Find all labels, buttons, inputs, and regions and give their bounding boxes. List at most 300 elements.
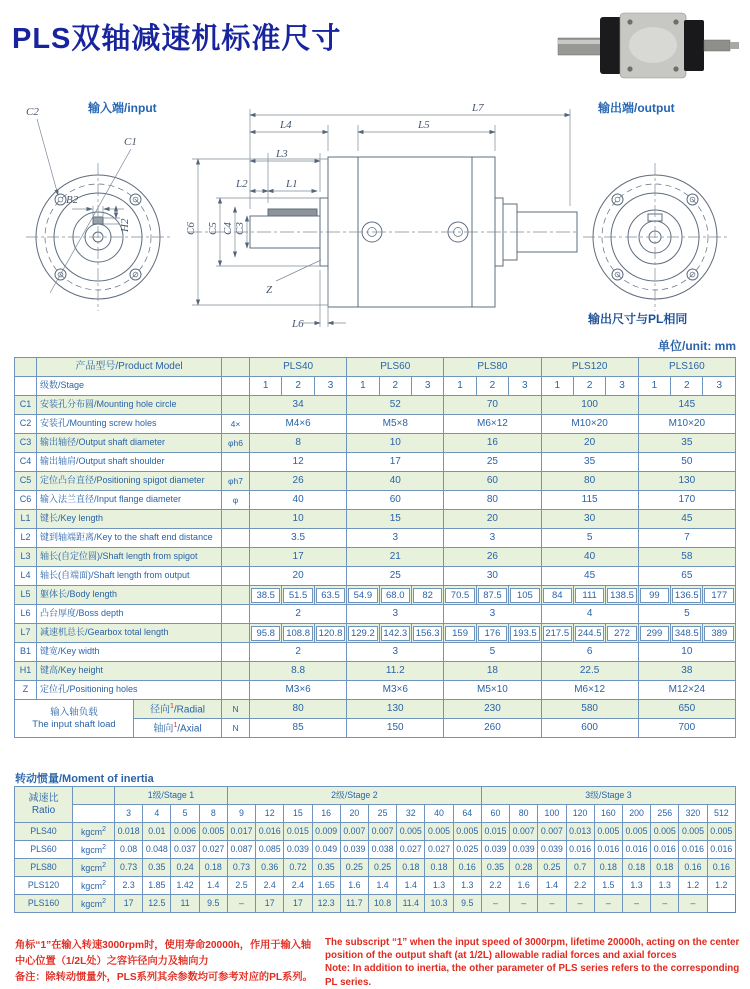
input-shaft-load-label: 输入轴负载 The input shaft load	[15, 700, 134, 738]
value-cell: 17	[347, 453, 444, 472]
table-row	[15, 681, 736, 700]
inertia-title: 转动惯量/Moment of inertia	[15, 773, 154, 785]
load-unit: N	[222, 700, 250, 719]
row-label: 安装孔/Mounting screw holes	[37, 415, 222, 434]
inertia-value: 0.016	[566, 841, 594, 859]
row-label: 键宽/Key width	[37, 643, 222, 662]
value-cell: 38.5	[250, 586, 282, 605]
row-unit	[222, 605, 250, 624]
inertia-value: 2.3	[115, 877, 143, 895]
inertia-value: 0.016	[707, 841, 735, 859]
dim-label-l4: L4	[280, 119, 292, 131]
value-cell: 45	[541, 567, 638, 586]
value-cell: 2	[250, 605, 347, 624]
value-cell: 70	[444, 396, 541, 415]
inertia-value: 0.18	[199, 859, 227, 877]
row-unit	[222, 643, 250, 662]
stage-number: 3	[411, 377, 443, 396]
stage-number: 2	[573, 377, 605, 396]
photo-right-flange	[684, 20, 704, 71]
inertia-value: 0.015	[481, 823, 509, 841]
inertia-value: 0.039	[340, 841, 368, 859]
inertia-value: 1.3	[425, 877, 453, 895]
inertia-value: 0.016	[679, 841, 707, 859]
axial-label: 轴向$^1$/Axial	[134, 719, 222, 738]
inertia-value: 0.005	[453, 823, 481, 841]
inertia-value: 1.3	[622, 877, 650, 895]
inertia-value: 0.005	[679, 823, 707, 841]
value-cell: 129.2	[347, 624, 379, 643]
value-cell: 105	[509, 586, 541, 605]
stage-number: 2	[379, 377, 411, 396]
inertia-value: 0.039	[538, 841, 566, 859]
row-unit	[222, 510, 250, 529]
row-code: C5	[15, 472, 37, 491]
page-title: PLS双轴减速机标准尺寸	[12, 23, 342, 55]
ratio-value: 64	[453, 805, 481, 823]
value-cell: 176	[476, 624, 508, 643]
inertia-value: 0.25	[368, 859, 396, 877]
inertia-value: 0.01	[143, 823, 171, 841]
value-cell: 5	[541, 529, 638, 548]
note-line: The subscript “1” when the input speed of 3000rpm, lifetime 20000h, acting on the center	[325, 937, 740, 948]
row-code: C6	[15, 491, 37, 510]
row-code: C3	[15, 434, 37, 453]
inertia-value: 0.027	[397, 841, 425, 859]
inertia-value: 0.36	[256, 859, 284, 877]
ratio-value: 320	[679, 805, 707, 823]
row-unit	[222, 586, 250, 605]
inertia-value: 11.4	[397, 895, 425, 913]
inertia-value: 11	[171, 895, 199, 913]
model-header: PLS40	[250, 358, 347, 377]
value-cell: 217.5	[541, 624, 573, 643]
ratio-value: 200	[622, 805, 650, 823]
inertia-value: 0.016	[651, 841, 679, 859]
value-cell: 3	[347, 529, 444, 548]
ratio-value: 32	[397, 805, 425, 823]
inertia-value: 1.5	[594, 877, 622, 895]
inertia-value: 0.016	[256, 823, 284, 841]
value-cell: 10	[347, 434, 444, 453]
row-label: 安装孔分布圆/Mounting hole circle	[37, 396, 222, 415]
inertia-value: 1.42	[171, 877, 199, 895]
value-cell: 30	[444, 567, 541, 586]
stage-number: 3	[314, 377, 346, 396]
value-cell: 80	[250, 700, 347, 719]
inertia-value: 0.007	[510, 823, 538, 841]
model-name: PLS80	[15, 859, 73, 877]
inertia-value: 0.007	[368, 823, 396, 841]
inertia-value: 17	[115, 895, 143, 913]
row-unit: φh6	[222, 434, 250, 453]
model-header: PLS60	[347, 358, 444, 377]
main-spec-table	[14, 357, 736, 738]
value-cell: 159	[444, 624, 476, 643]
inertia-unit: kgcm$^2$	[73, 823, 115, 841]
value-cell: M6×12	[444, 415, 541, 434]
ratio-value: 120	[566, 805, 594, 823]
value-cell: 40	[250, 491, 347, 510]
inertia-value: 9.5	[453, 895, 481, 913]
inertia-value: 11.7	[340, 895, 368, 913]
inertia-value: 0.16	[707, 859, 735, 877]
input-end-caption: 输入端/input	[88, 101, 157, 115]
inertia-value: 0.16	[679, 859, 707, 877]
value-cell: M4×6	[250, 415, 347, 434]
inertia-value: 0.005	[651, 823, 679, 841]
value-cell: 8	[250, 434, 347, 453]
value-cell: 5	[444, 643, 541, 662]
inertia-value: 0.016	[622, 841, 650, 859]
value-cell: 70.5	[444, 586, 476, 605]
inertia-value: –	[566, 895, 594, 913]
inertia-value: 0.18	[622, 859, 650, 877]
dim-label-c2: C2	[26, 106, 39, 118]
row-code: Z	[15, 681, 37, 700]
table-row	[15, 895, 736, 913]
row-unit	[222, 529, 250, 548]
dim-label-l2: L2	[236, 178, 248, 190]
row-code: H1	[15, 662, 37, 681]
ratio-value: 80	[510, 805, 538, 823]
table-row	[15, 434, 736, 453]
ratio-value: 160	[594, 805, 622, 823]
ratio-value: 512	[707, 805, 735, 823]
output-end-caption: 输出端/output	[598, 101, 675, 115]
dim-label-c3: C3	[234, 222, 246, 235]
ratio-header: 减速比 Ratio	[15, 787, 73, 823]
ratio-value: 16	[312, 805, 340, 823]
stage-number: 1	[541, 377, 573, 396]
row-label: 输出轴肩/Output shaft shoulder	[37, 453, 222, 472]
inertia-value: 1.4	[368, 877, 396, 895]
stage-number: 3	[703, 377, 736, 396]
note-chinese	[15, 938, 313, 985]
row-unit: φ	[222, 491, 250, 510]
row-unit	[222, 662, 250, 681]
inertia-value: 0.28	[510, 859, 538, 877]
value-cell: 156.3	[411, 624, 443, 643]
table-row	[15, 859, 736, 877]
inertia-value: –	[227, 895, 255, 913]
value-cell: 130	[347, 700, 444, 719]
row-label: 键到轴端距离/Key to the shaft end distance	[37, 529, 222, 548]
value-cell: 21	[347, 548, 444, 567]
stage-group-header: 3级/Stage 3	[481, 787, 735, 805]
inertia-value: 0.017	[227, 823, 255, 841]
photo-shaft-tip	[730, 42, 739, 49]
value-cell: 136.5	[671, 586, 703, 605]
inertia-value: –	[481, 895, 509, 913]
inertia-value: 0.018	[115, 823, 143, 841]
inertia-value: 1.3	[453, 877, 481, 895]
inertia-unit: kgcm$^2$	[73, 895, 115, 913]
value-cell: 68.0	[379, 586, 411, 605]
value-cell: 20	[541, 434, 638, 453]
value-cell: 26	[250, 472, 347, 491]
inertia-value: 0.18	[397, 859, 425, 877]
inertia-value: 0.039	[284, 841, 312, 859]
row-label: 轴长(自端面)/Shaft length from output	[37, 567, 222, 586]
value-cell: 7	[638, 529, 735, 548]
value-cell: 20	[250, 567, 347, 586]
value-cell: 5	[638, 605, 735, 624]
value-cell: 25	[444, 453, 541, 472]
inertia-value: 0.006	[171, 823, 199, 841]
inertia-value: 17	[256, 895, 284, 913]
side-view-drawing	[180, 95, 580, 345]
note-line: 中心位置（1/2L处）之容许径向力及轴向力	[15, 955, 209, 967]
dim-label-c1: C1	[124, 136, 137, 148]
inertia-value: 1.6	[340, 877, 368, 895]
inertia-value: 0.35	[143, 859, 171, 877]
photo-screw-icon	[627, 66, 632, 71]
ratio-value: 20	[340, 805, 368, 823]
inertia-table-body	[15, 787, 736, 913]
inertia-value: 17	[284, 895, 312, 913]
value-cell: 3	[347, 643, 444, 662]
stage-group-header: 1级/Stage 1	[115, 787, 228, 805]
stage-group-header: 2级/Stage 2	[227, 787, 481, 805]
photo-body-sheen	[629, 27, 677, 63]
inertia-value: 0.35	[312, 859, 340, 877]
row-label: 躯体长/Body length	[37, 586, 222, 605]
inertia-value: 0.039	[510, 841, 538, 859]
model-name: PLS60	[15, 841, 73, 859]
value-cell: 6	[541, 643, 638, 662]
row-label: 输出轴径/Output shaft diameter	[37, 434, 222, 453]
table-row	[15, 643, 736, 662]
inertia-value: 2.4	[284, 877, 312, 895]
inertia-value: 0.085	[256, 841, 284, 859]
inertia-value: 0.027	[425, 841, 453, 859]
unit-col-blank	[222, 358, 250, 377]
table-row	[15, 567, 736, 586]
inertia-value: 1.2	[707, 877, 735, 895]
value-cell: 150	[347, 719, 444, 738]
table-row	[15, 529, 736, 548]
value-cell: 22.5	[541, 662, 638, 681]
inertia-value: 0.048	[143, 841, 171, 859]
inertia-value: –	[510, 895, 538, 913]
table-row	[15, 624, 736, 643]
inertia-value: 1.4	[538, 877, 566, 895]
row-code: L7	[15, 624, 37, 643]
table-row	[15, 453, 736, 472]
value-cell: 3	[347, 605, 444, 624]
row-unit	[222, 624, 250, 643]
row-code: C1	[15, 396, 37, 415]
value-cell: M10×20	[541, 415, 638, 434]
table-row	[15, 415, 736, 434]
value-cell: 111	[573, 586, 605, 605]
dim-label-z: Z	[266, 284, 273, 296]
inertia-value: 0.005	[622, 823, 650, 841]
table-row	[15, 700, 736, 719]
model-header: PLS120	[541, 358, 638, 377]
value-cell: 95.8	[250, 624, 282, 643]
inertia-value: –	[679, 895, 707, 913]
inertia-value: 0.009	[312, 823, 340, 841]
row-unit: 4×	[222, 415, 250, 434]
note-line: 备注：除转动惯量外，PLS系列其余参数均可参考对应的PL系列。	[15, 971, 313, 983]
model-name: PLS120	[15, 877, 73, 895]
value-cell: 30	[541, 510, 638, 529]
inertia-value: 0.18	[425, 859, 453, 877]
value-cell: 4	[541, 605, 638, 624]
note-line: PL series.	[325, 976, 372, 988]
inertia-value: 0.007	[538, 823, 566, 841]
row-unit	[222, 548, 250, 567]
inertia-value: 1.4	[199, 877, 227, 895]
table-row	[15, 877, 736, 895]
table-row	[15, 586, 736, 605]
inertia-value: 0.049	[312, 841, 340, 859]
value-cell: 299	[638, 624, 670, 643]
value-cell: 10	[250, 510, 347, 529]
table-row	[15, 605, 736, 624]
value-cell: 8.8	[250, 662, 347, 681]
inertia-value: 0.73	[115, 859, 143, 877]
value-cell: 348.5	[671, 624, 703, 643]
stage-number: 2	[476, 377, 508, 396]
value-cell: 120.8	[314, 624, 346, 643]
ratio-value: 60	[481, 805, 509, 823]
value-cell: M5×10	[444, 681, 541, 700]
stage-number: 1	[444, 377, 476, 396]
inertia-value: 0.25	[340, 859, 368, 877]
unit-col-blank	[222, 377, 250, 396]
corner-cell	[15, 377, 37, 396]
ratio-value: 15	[284, 805, 312, 823]
value-cell: 84	[541, 586, 573, 605]
load-unit: N	[222, 719, 250, 738]
value-cell: 35	[541, 453, 638, 472]
blank-cell	[73, 787, 115, 805]
stage-number: 1	[638, 377, 670, 396]
row-code: L4	[15, 567, 37, 586]
inertia-value: 12.5	[143, 895, 171, 913]
value-cell: M6×12	[541, 681, 638, 700]
value-cell: M3×6	[250, 681, 347, 700]
product-photo-image	[550, 0, 750, 92]
model-header: PLS160	[638, 358, 735, 377]
inertia-value: –	[622, 895, 650, 913]
inertia-value: 0.038	[368, 841, 396, 859]
row-code: L2	[15, 529, 37, 548]
inertia-value: –	[651, 895, 679, 913]
value-cell: 63.5	[314, 586, 346, 605]
value-cell: 177	[703, 586, 736, 605]
product-model-header: 产品型号/Product Model	[37, 358, 222, 377]
value-cell: 38	[638, 662, 735, 681]
inertia-value: 0.037	[171, 841, 199, 859]
value-cell: 60	[444, 472, 541, 491]
row-label: 输入法兰直径/Input flange diameter	[37, 491, 222, 510]
table-row	[15, 787, 736, 805]
ratio-value: 5	[171, 805, 199, 823]
table-row	[15, 510, 736, 529]
ratio-value: 40	[425, 805, 453, 823]
value-cell: 138.5	[606, 586, 638, 605]
value-cell: 40	[541, 548, 638, 567]
value-cell: 12	[250, 453, 347, 472]
inertia-value: 0.18	[594, 859, 622, 877]
row-label: 键长/Key length	[37, 510, 222, 529]
photo-shaft-highlight	[558, 40, 602, 44]
inertia-value: 0.039	[481, 841, 509, 859]
inertia-value: 0.16	[453, 859, 481, 877]
dim-label-l1: L1	[286, 178, 298, 190]
dim-label-h2: H2	[119, 218, 131, 232]
table-row	[15, 396, 736, 415]
value-cell: M3×6	[347, 681, 444, 700]
dim-label-c5: C5	[207, 222, 219, 235]
value-cell: 99	[638, 586, 670, 605]
inertia-unit: kgcm$^2$	[73, 841, 115, 859]
value-cell: 85	[250, 719, 347, 738]
inertia-value: 0.005	[397, 823, 425, 841]
inertia-value: 0.087	[227, 841, 255, 859]
inertia-value: 0.005	[425, 823, 453, 841]
inertia-value: 10.3	[425, 895, 453, 913]
value-cell: 15	[347, 510, 444, 529]
row-code: L5	[15, 586, 37, 605]
table-row	[15, 472, 736, 491]
note-line: 角标“1”在输入转速3000rpm时，使用寿命20000h，作用于输入轴	[15, 940, 312, 951]
value-cell: 108.8	[282, 624, 314, 643]
inertia-value: –	[538, 895, 566, 913]
table-row	[15, 548, 736, 567]
photo-left-flange	[600, 17, 622, 74]
inertia-value: 0.007	[340, 823, 368, 841]
model-header: PLS80	[444, 358, 541, 377]
value-cell: 87.5	[476, 586, 508, 605]
inertia-value: 9.5	[199, 895, 227, 913]
value-cell: 54.9	[347, 586, 379, 605]
value-cell: 115	[541, 491, 638, 510]
ratio-value: 3	[115, 805, 143, 823]
model-name: PLS160	[15, 895, 73, 913]
unit-label: 单位/unit: mm	[658, 339, 736, 353]
inertia-value: 0.18	[651, 859, 679, 877]
inertia-value: 2.2	[481, 877, 509, 895]
ratio-value: 12	[256, 805, 284, 823]
value-cell: 82	[411, 586, 443, 605]
inertia-value: 1.65	[312, 877, 340, 895]
photo-screw-icon	[673, 66, 678, 71]
dim-label-l7: L7	[472, 102, 484, 114]
inertia-value: 0.005	[707, 823, 735, 841]
value-cell: 35	[638, 434, 735, 453]
table-row	[15, 841, 736, 859]
table-row	[15, 358, 736, 377]
ratio-value: 256	[651, 805, 679, 823]
row-code: C2	[15, 415, 37, 434]
value-cell: 580	[541, 700, 638, 719]
value-cell: 26	[444, 548, 541, 567]
row-unit	[222, 396, 250, 415]
note-line: position of the output shaft (at 1/2L) allowable radial forces and axial forces	[325, 950, 677, 962]
value-cell: M12×24	[638, 681, 735, 700]
inertia-value: 1.2	[679, 877, 707, 895]
value-cell: 260	[444, 719, 541, 738]
inertia-value: 2.4	[256, 877, 284, 895]
stage-number: 1	[250, 377, 282, 396]
dim-label-c6: C6	[185, 222, 197, 235]
inertia-value: 1.3	[651, 877, 679, 895]
